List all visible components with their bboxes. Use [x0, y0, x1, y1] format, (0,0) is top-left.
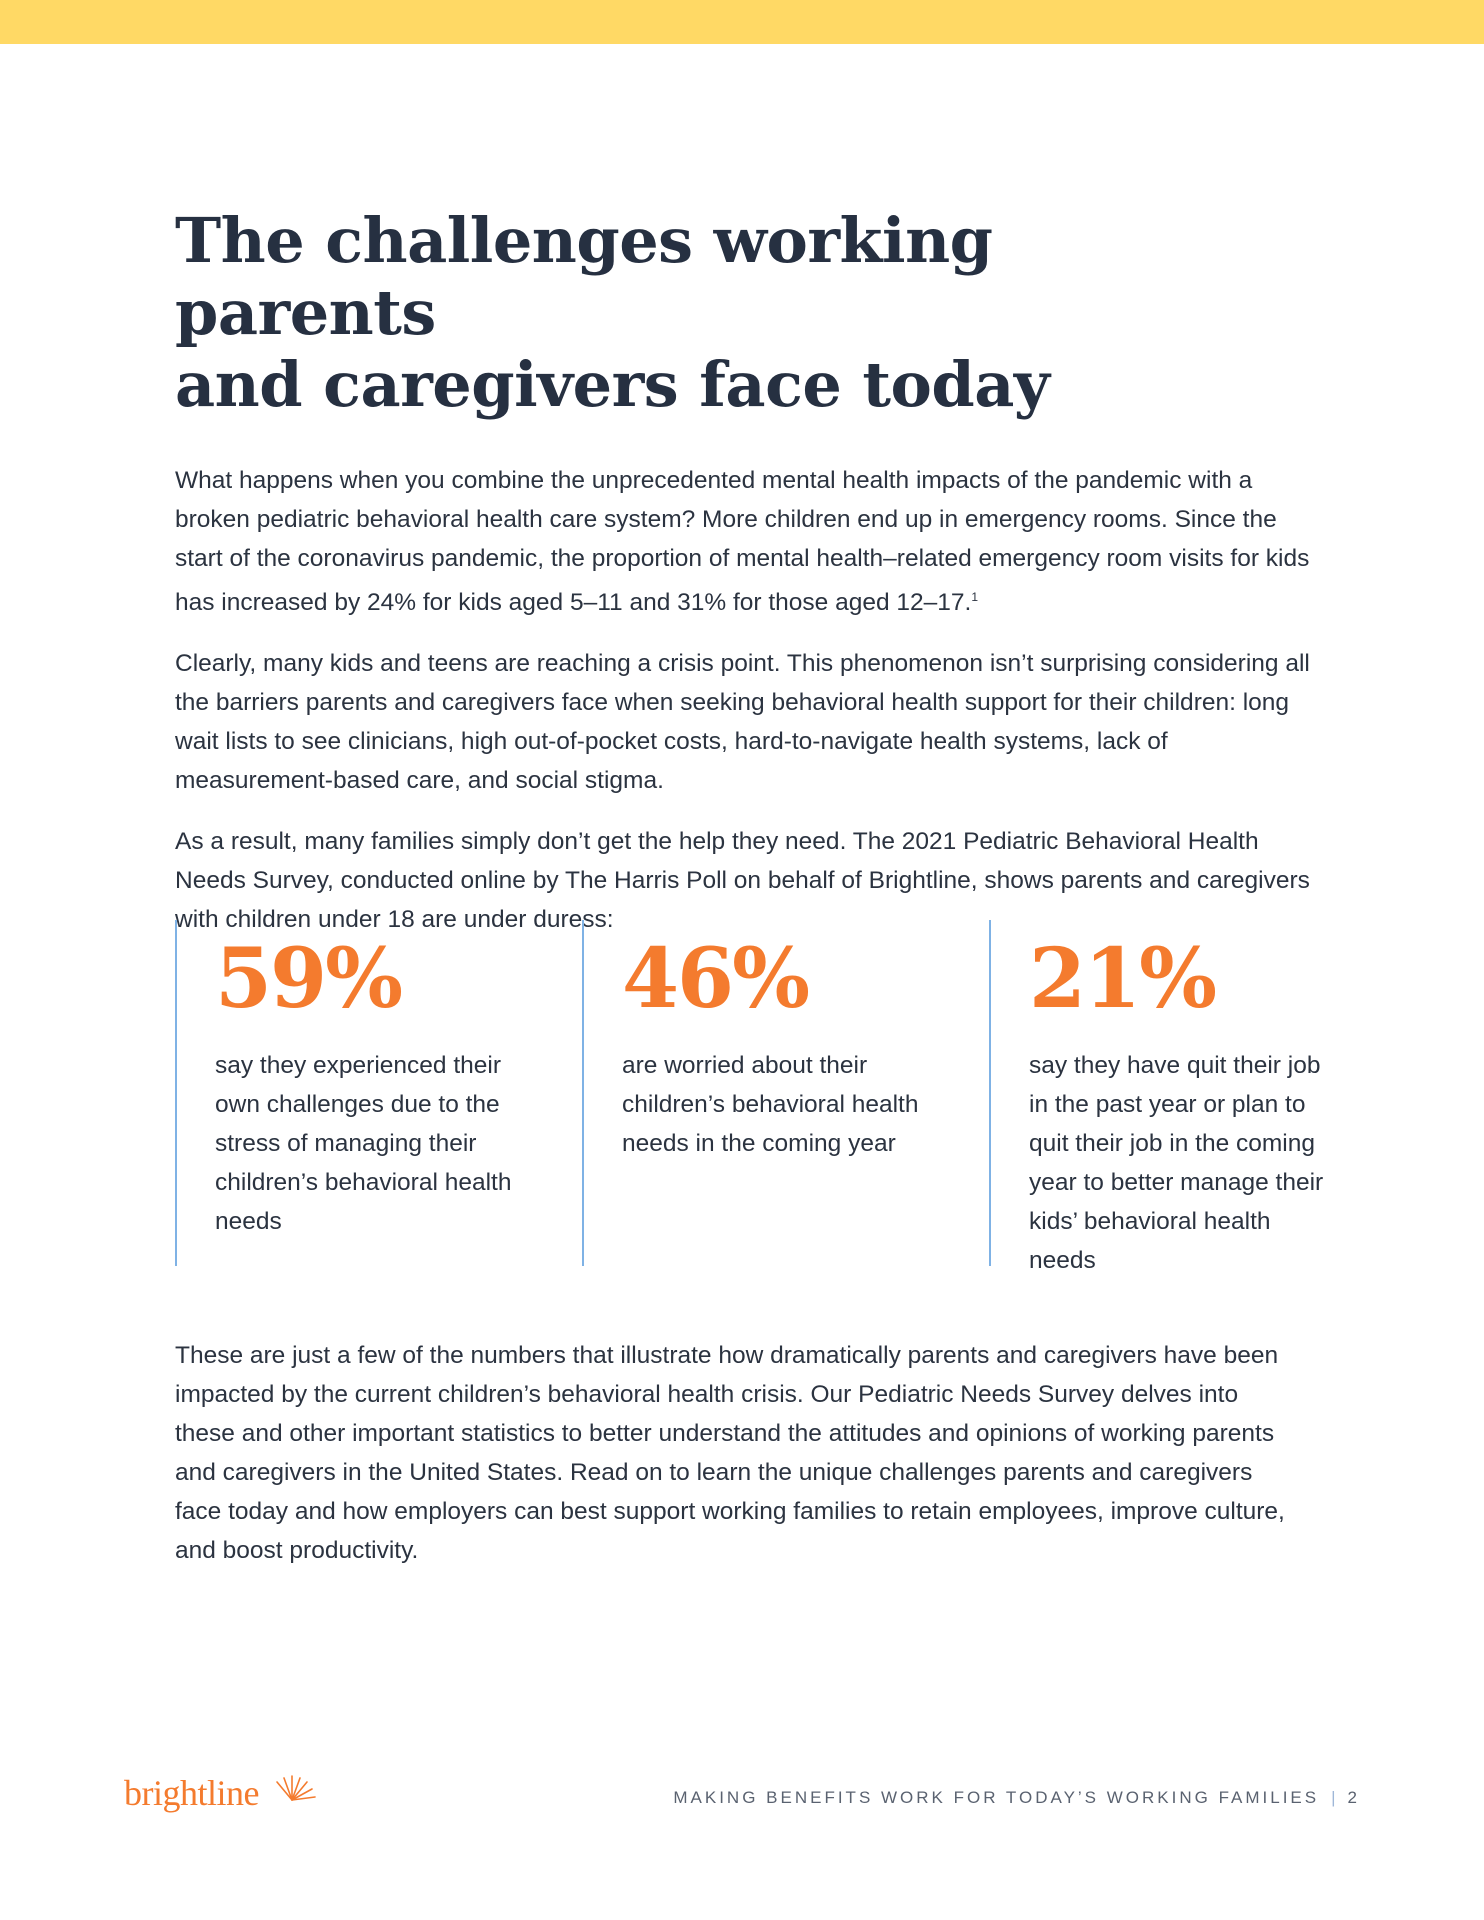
main-content: [175, 205, 1335, 939]
page-number: 2: [1347, 1788, 1360, 1807]
top-accent-band: [0, 0, 1484, 44]
stat-value: 59%: [215, 931, 402, 1027]
stat-value: 46%: [622, 931, 809, 1027]
stat-card: [175, 920, 585, 1266]
footnote-marker: 1: [971, 590, 979, 604]
stat-card: [989, 920, 1335, 1274]
footer-tagline: MAKING BENEFITS WORK FOR TODAY’S WORKING FAMILIES: [673, 1788, 1320, 1807]
footer-tagline-group: [673, 1788, 1360, 1808]
page-title: [175, 205, 1175, 421]
stat-value: 21%: [1029, 931, 1216, 1027]
page-title-line-2: and caregivers face today: [175, 348, 1050, 421]
intro-paragraph-2: Clearly, many kids and teens are reaching a crisis point. This phenomenon isn’t surprising considering all the barriers parents and caregivers face when seeking behavioral health support for their children: long wait lists to see clinicians, high out-of-pocket costs, hard-to-navigate health systems, lack of measurement-based care, and social stigma.: [175, 650, 1310, 795]
stat-card: [582, 920, 992, 1266]
page-footer: [0, 1770, 1484, 1830]
stat-description: say they experienced their own challenges due to the stress of managing their children’s behavioral health needs: [215, 1052, 512, 1235]
closing-paragraph: These are just a few of the numbers that illustrate how dramatically parents and caregivers have been impacted by the current children’s behavioral health crisis. Our Pediatric Needs Survey delves into these and other important statistics to better understand the attitudes and opinions of working parents and caregivers in the United States. Read on to learn the unique challenges parents and caregivers face today and how employers can best support working families to retain employees, improve culture, and boost productivity.: [175, 1342, 1285, 1564]
logo-wordmark: brightline: [124, 1773, 259, 1813]
intro-paragraph-1: [175, 461, 1315, 622]
stat-description: say they have quit their job in the past year or plan to quit their job in the coming year to better manage their kids’ behavioral health needs: [1029, 1052, 1324, 1274]
stat-description: are worried about their children’s behavioral health needs in the coming year: [622, 1052, 919, 1157]
sunburst-icon: [262, 1770, 322, 1810]
statistics-row: [175, 920, 1335, 1274]
page-title-line-1: The challenges working parents: [175, 204, 993, 349]
footer-separator: |: [1331, 1788, 1336, 1807]
intro-paragraph-3: As a result, many families simply don’t get the help they need. The 2021 Pediatric Behavioral Health Needs Survey, conducted online by The Harris Poll on behalf of Brightline, shows parents and caregivers with children under 18 are under duress:: [175, 828, 1310, 934]
intro-paragraph-1-text: What happens when you combine the unprecedented mental health impacts of the pandemic with a broken pediatric behavioral health care system? More children end up in emergency rooms. Since the start of the coronavirus pandemic, the proportion of mental health–related emergency room visits for kids has increased by 24% for kids aged 5–11 and 31% for those aged 12–17.: [175, 467, 1310, 617]
